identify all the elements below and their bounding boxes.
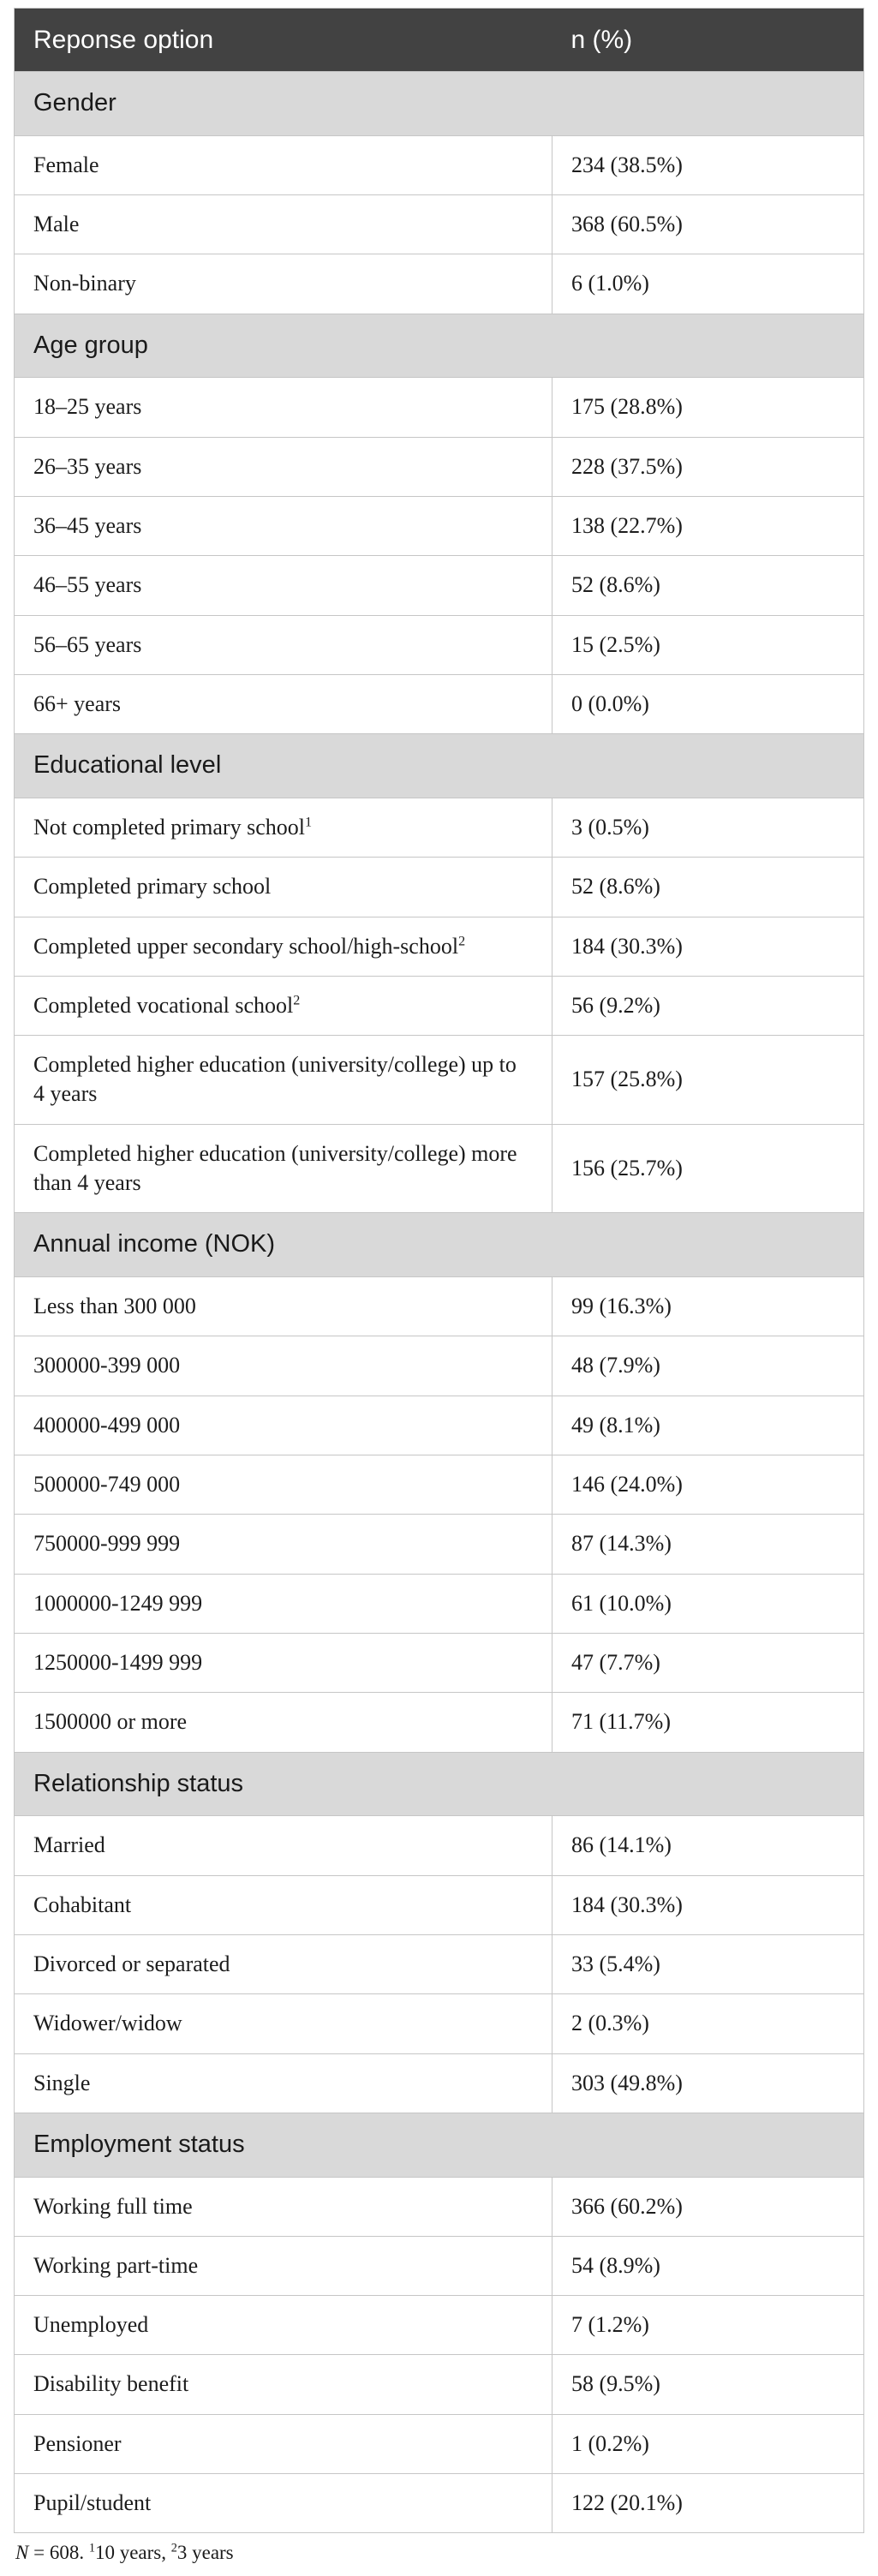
footnote-sup-1: 1 (88, 2541, 95, 2555)
table-row (15, 1875, 864, 1934)
count-cell: 33 (5.4%) (552, 1934, 863, 1993)
count-cell: 48 (7.9%) (552, 1336, 863, 1396)
footnote-marker: 2 (458, 933, 466, 948)
table-row (15, 1515, 864, 1574)
demographics-table (14, 8, 864, 2533)
response-option-cell: Married (15, 1816, 552, 1875)
count-cell: 303 (49.8%) (552, 2053, 863, 2113)
count-cell: 157 (25.8%) (552, 1036, 863, 1125)
response-option-cell: Less than 300 000 (15, 1277, 552, 1336)
response-option-cell: Pensioner (15, 2414, 552, 2473)
table-footnote (14, 2533, 864, 2576)
table-row (15, 1396, 864, 1455)
response-option-cell: 46–55 years (15, 556, 552, 615)
section-title: Age group (15, 314, 864, 378)
response-option-cell: Widower/widow (15, 1994, 552, 2053)
table-row (15, 1336, 864, 1396)
section-row (15, 314, 864, 378)
footnote-sup-2: 2 (170, 2541, 177, 2555)
response-option-cell: 1000000-1249 999 (15, 1574, 552, 1633)
count-cell: 61 (10.0%) (552, 1574, 863, 1633)
response-option-cell: Completed higher education (university/college) up to 4 years (15, 1036, 552, 1125)
table-head (15, 9, 864, 72)
count-cell: 71 (11.7%) (552, 1693, 863, 1752)
count-cell: 3 (0.5%) (552, 798, 863, 857)
table-row (15, 1124, 864, 1213)
table-row (15, 674, 864, 733)
count-cell: 6 (1.0%) (552, 254, 863, 314)
section-row (15, 2113, 864, 2177)
response-option-cell: Disability benefit (15, 2355, 552, 2414)
section-title: Annual income (NOK) (15, 1213, 864, 1277)
table-row (15, 496, 864, 555)
table-row (15, 1574, 864, 1633)
count-cell: 2 (0.3%) (552, 1994, 863, 2053)
section-row (15, 72, 864, 136)
count-cell: 86 (14.1%) (552, 1816, 863, 1875)
response-option-cell: Working part-time (15, 2236, 552, 2295)
table-row (15, 437, 864, 496)
footnote-n-value: = 608. (28, 2542, 89, 2564)
count-cell: 122 (20.1%) (552, 2474, 863, 2533)
table-row (15, 2296, 864, 2355)
footnote-marker: 2 (293, 993, 301, 1008)
response-option-cell: Working full time (15, 2177, 552, 2236)
response-option-cell: Cohabitant (15, 1875, 552, 1934)
table-row (15, 858, 864, 917)
response-option-cell: 26–35 years (15, 437, 552, 496)
footnote-n-label: N (15, 2542, 29, 2564)
table-row (15, 195, 864, 254)
table-row (15, 2474, 864, 2533)
table-row (15, 1693, 864, 1752)
count-cell: 156 (25.7%) (552, 1124, 863, 1213)
table-row (15, 556, 864, 615)
count-cell: 138 (22.7%) (552, 496, 863, 555)
table-row (15, 254, 864, 314)
table-row (15, 1994, 864, 2053)
table-row (15, 976, 864, 1035)
section-row (15, 1213, 864, 1277)
table-row (15, 1934, 864, 1993)
count-cell: 234 (38.5%) (552, 135, 863, 194)
table-row (15, 378, 864, 437)
count-cell: 368 (60.5%) (552, 195, 863, 254)
table-row (15, 917, 864, 976)
response-option-cell: Completed upper secondary school/high-school$^2$ (15, 917, 552, 976)
count-cell: 175 (28.8%) (552, 378, 863, 437)
response-option-cell: 66+ years (15, 674, 552, 733)
count-cell: 15 (2.5%) (552, 615, 863, 674)
table-body (15, 72, 864, 2533)
response-option-cell: Completed vocational school$^2$ (15, 976, 552, 1035)
section-title: Relationship status (15, 1752, 864, 1816)
table-row (15, 1633, 864, 1692)
footnote-note-2: 3 years (176, 2542, 234, 2564)
response-option-cell: Single (15, 2053, 552, 2113)
response-option-cell: Non-binary (15, 254, 552, 314)
count-cell: 184 (30.3%) (552, 1875, 863, 1934)
table-row (15, 1816, 864, 1875)
count-cell: 99 (16.3%) (552, 1277, 863, 1336)
section-title: Gender (15, 72, 864, 136)
response-option-cell: 36–45 years (15, 496, 552, 555)
response-option-cell: Unemployed (15, 2296, 552, 2355)
table-row (15, 2414, 864, 2473)
count-cell: 52 (8.6%) (552, 858, 863, 917)
response-option-cell: 1500000 or more (15, 1693, 552, 1752)
count-cell: 52 (8.6%) (552, 556, 863, 615)
count-cell: 58 (9.5%) (552, 2355, 863, 2414)
count-cell: 87 (14.3%) (552, 1515, 863, 1574)
section-row (15, 1752, 864, 1816)
table-row (15, 135, 864, 194)
response-option-cell: Female (15, 135, 552, 194)
section-row (15, 734, 864, 798)
column-header-n-percent: n (%) (552, 9, 863, 72)
count-cell: 0 (0.0%) (552, 674, 863, 733)
response-option-cell: 1250000-1499 999 (15, 1633, 552, 1692)
table-row (15, 2355, 864, 2414)
response-option-cell: 18–25 years (15, 378, 552, 437)
response-option-cell: Pupil/student (15, 2474, 552, 2533)
count-cell: 1 (0.2%) (552, 2414, 863, 2473)
response-option-cell: Male (15, 195, 552, 254)
footnote-note-1: 10 years, (94, 2542, 171, 2564)
count-cell: 366 (60.2%) (552, 2177, 863, 2236)
table-row (15, 1277, 864, 1336)
response-option-cell: Divorced or separated (15, 1934, 552, 1993)
response-option-cell: Completed primary school (15, 858, 552, 917)
table-row (15, 2236, 864, 2295)
count-cell: 184 (30.3%) (552, 917, 863, 976)
response-option-cell: 500000-749 000 (15, 1455, 552, 1515)
table-row (15, 1036, 864, 1125)
count-cell: 49 (8.1%) (552, 1396, 863, 1455)
response-option-cell: 56–65 years (15, 615, 552, 674)
count-cell: 146 (24.0%) (552, 1455, 863, 1515)
count-cell: 56 (9.2%) (552, 976, 863, 1035)
table-header-row (15, 9, 864, 72)
column-header-response-option: Reponse option (15, 9, 552, 72)
table-row (15, 2053, 864, 2113)
response-option-cell: 750000-999 999 (15, 1515, 552, 1574)
count-cell: 228 (37.5%) (552, 437, 863, 496)
table-row (15, 1455, 864, 1515)
section-title: Employment status (15, 2113, 864, 2177)
response-option-cell: 400000-499 000 (15, 1396, 552, 1455)
count-cell: 54 (8.9%) (552, 2236, 863, 2295)
table-row (15, 615, 864, 674)
count-cell: 7 (1.2%) (552, 2296, 863, 2355)
table-row (15, 2177, 864, 2236)
footnote-marker: 1 (304, 815, 313, 830)
section-title: Educational level (15, 734, 864, 798)
response-option-cell: Completed higher education (university/college) more than 4 years (15, 1124, 552, 1213)
table-row (15, 798, 864, 857)
response-option-cell: Not completed primary school$^1$ (15, 798, 552, 857)
count-cell: 47 (7.7%) (552, 1633, 863, 1692)
response-option-cell: 300000-399 000 (15, 1336, 552, 1396)
